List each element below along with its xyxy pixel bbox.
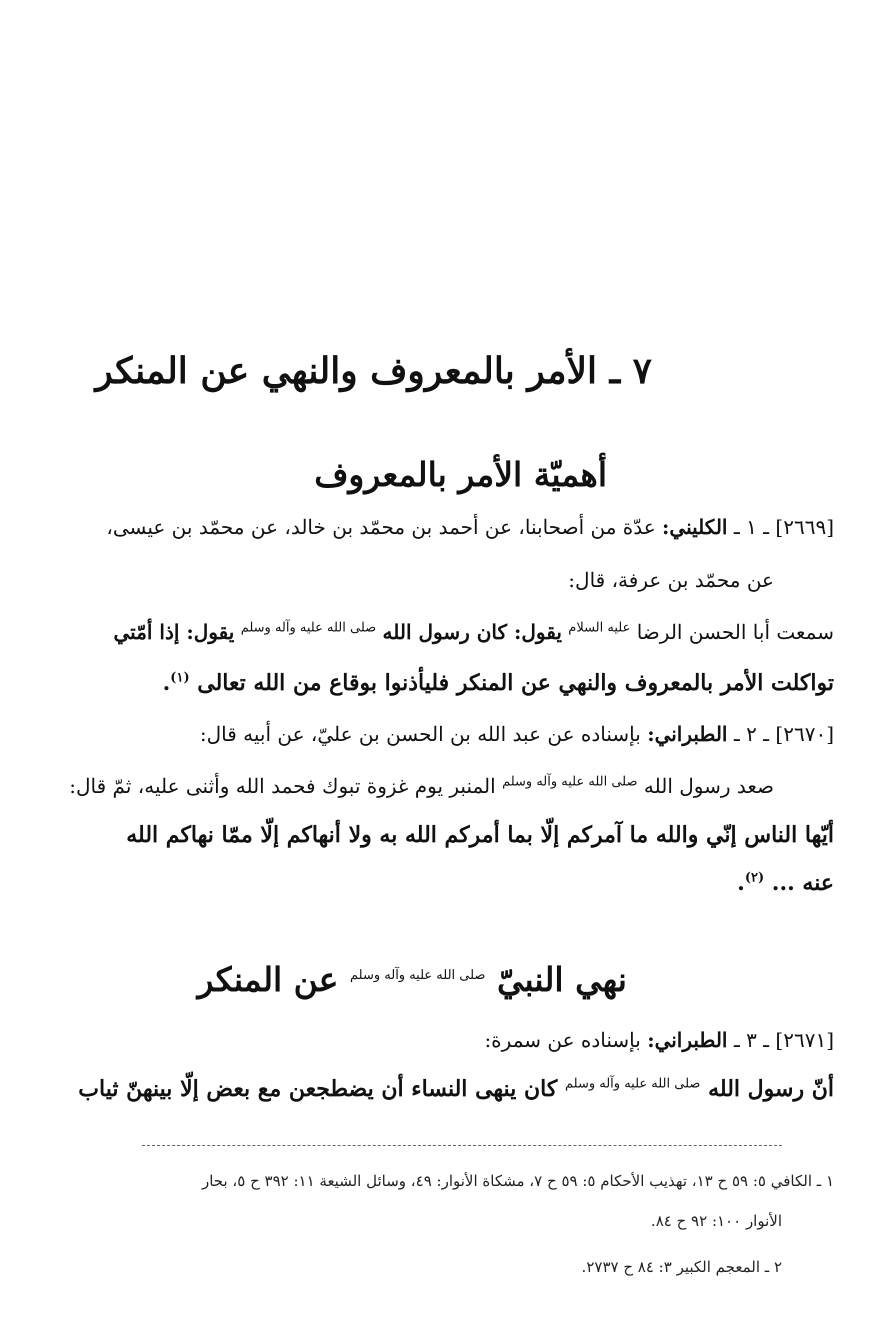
hadith-2-text-line-1 <box>69 774 774 798</box>
section-title-prohibition <box>198 960 628 999</box>
hadith-1-chain-1: عدّة من أصحابنا، عن أحمد بن محمّد بن خالد، عن محمّد بن عيسى، <box>106 515 656 539</box>
footnote-ref-1[interactable]: (١) <box>170 670 190 686</box>
hadith-2-bold-2: عنه ... <box>771 870 834 896</box>
hadith-2-header <box>200 722 834 746</box>
hadith-2-chain: بإسناده عن عبد الله بن الحسن بن عليّ، عن أبيه قال: <box>199 722 641 746</box>
salutation-prophet-glyph: صلى الله عليه وآله وسلم <box>240 620 377 636</box>
hadith-1-text-line-2: تواكلت الأمر بالمعروف والنهي عن المنكر فليأذنوا بوقاع من الله تعالى $^{(١)}$. <box>162 670 834 696</box>
hadith-3-bold-b: كان ينهى النساء أن يضطجعن مع بعض إلّا بينهنّ ثياب <box>78 1076 558 1102</box>
footnote-1-line-2: الأنوار ١٠٠: ٩٢ ح ٨٤. <box>650 1212 782 1230</box>
hadith-3-text-line <box>78 1076 834 1102</box>
hadith-3-source: الطبراني: <box>647 1028 728 1052</box>
hadith-2-text-line-3: عنه ... $^{(٢)}$. <box>737 870 834 896</box>
salutation-ridha-glyph: عليه السلام <box>568 620 631 636</box>
hadith-2-bold-line-1: أيّها الناس إنّي والله ما آمركم إلّا بما أمركم الله به ولا أنهاكم إلّا ممّا نهاكم الله <box>126 822 834 848</box>
hadith-1-text-line-1 <box>113 620 834 644</box>
salutation-prophet-glyph: صلى الله عليه وآله وسلم <box>350 968 486 983</box>
hadith-1-header <box>106 515 834 539</box>
hadith-1-chain-2: عن محمّد بن عرفة، قال: <box>568 568 774 592</box>
section-title-importance: أهميّة الأمر بالمعروف <box>314 455 607 494</box>
hadith-3-bold-a: أنّ رسول الله <box>708 1076 834 1102</box>
hadith-1-bold-1: يقول: إذا أمّتي <box>113 620 235 644</box>
footnote-divider <box>142 1145 782 1146</box>
section-2-title-b: عن المنكر <box>197 960 339 999</box>
hadith-1-intro-2: يقول: كان رسول الله <box>382 620 562 644</box>
footnote-ref-2[interactable]: (٢) <box>744 870 765 886</box>
hadith-1-bold-2: تواكلت الأمر بالمعروف والنهي عن المنكر فليأذنوا بوقاع من الله تعالى <box>197 670 834 696</box>
hadith-1-intro: سمعت أبا الحسن الرضا <box>636 620 834 644</box>
hadith-3-chain: بإسناده عن سمرة: <box>484 1028 641 1052</box>
hadith-1-source: الكليني: <box>662 515 728 539</box>
hadith-2-text-1a: صعد رسول الله <box>643 774 774 798</box>
hadith-2-text-1b: المنبر يوم غزوة تبوك فحمد الله وأثنى عليه، ثمّ قال: <box>69 774 496 798</box>
hadith-3-header <box>484 1028 834 1052</box>
footnote-2: ٢ ـ المعجم الكبير ٣: ٨٤ ح ٢٧٣٧. <box>581 1258 782 1276</box>
hadith-2-number: [٢٦٧٠] ـ ٢ ـ <box>733 722 834 746</box>
hadith-1-number: [٢٦٦٩] ـ ١ ـ <box>733 515 834 539</box>
footnote-1-line-1: ١ ـ الكافي ٥: ٥٩ ح ١٣، تهذيب الأحكام ٥: ٥٩ ح ٧، مشكاة الأنوار: ٤٩، وسائل الشيعة ١١: ٣٩٢ ح ٥، بحار <box>201 1172 834 1190</box>
chapter-title: ٧ ـ الأمر بالمعروف والنهي عن المنكر <box>95 350 652 392</box>
salutation-prophet-glyph: صلى الله عليه وآله وسلم <box>564 1076 701 1092</box>
salutation-prophet-glyph: صلى الله عليه وآله وسلم <box>502 774 638 790</box>
section-2-title-a: نهي النبيّ <box>496 960 627 999</box>
hadith-3-number: [٢٦٧١] ـ ٣ ـ <box>733 1028 834 1052</box>
hadith-2-source: الطبراني: <box>647 722 728 746</box>
